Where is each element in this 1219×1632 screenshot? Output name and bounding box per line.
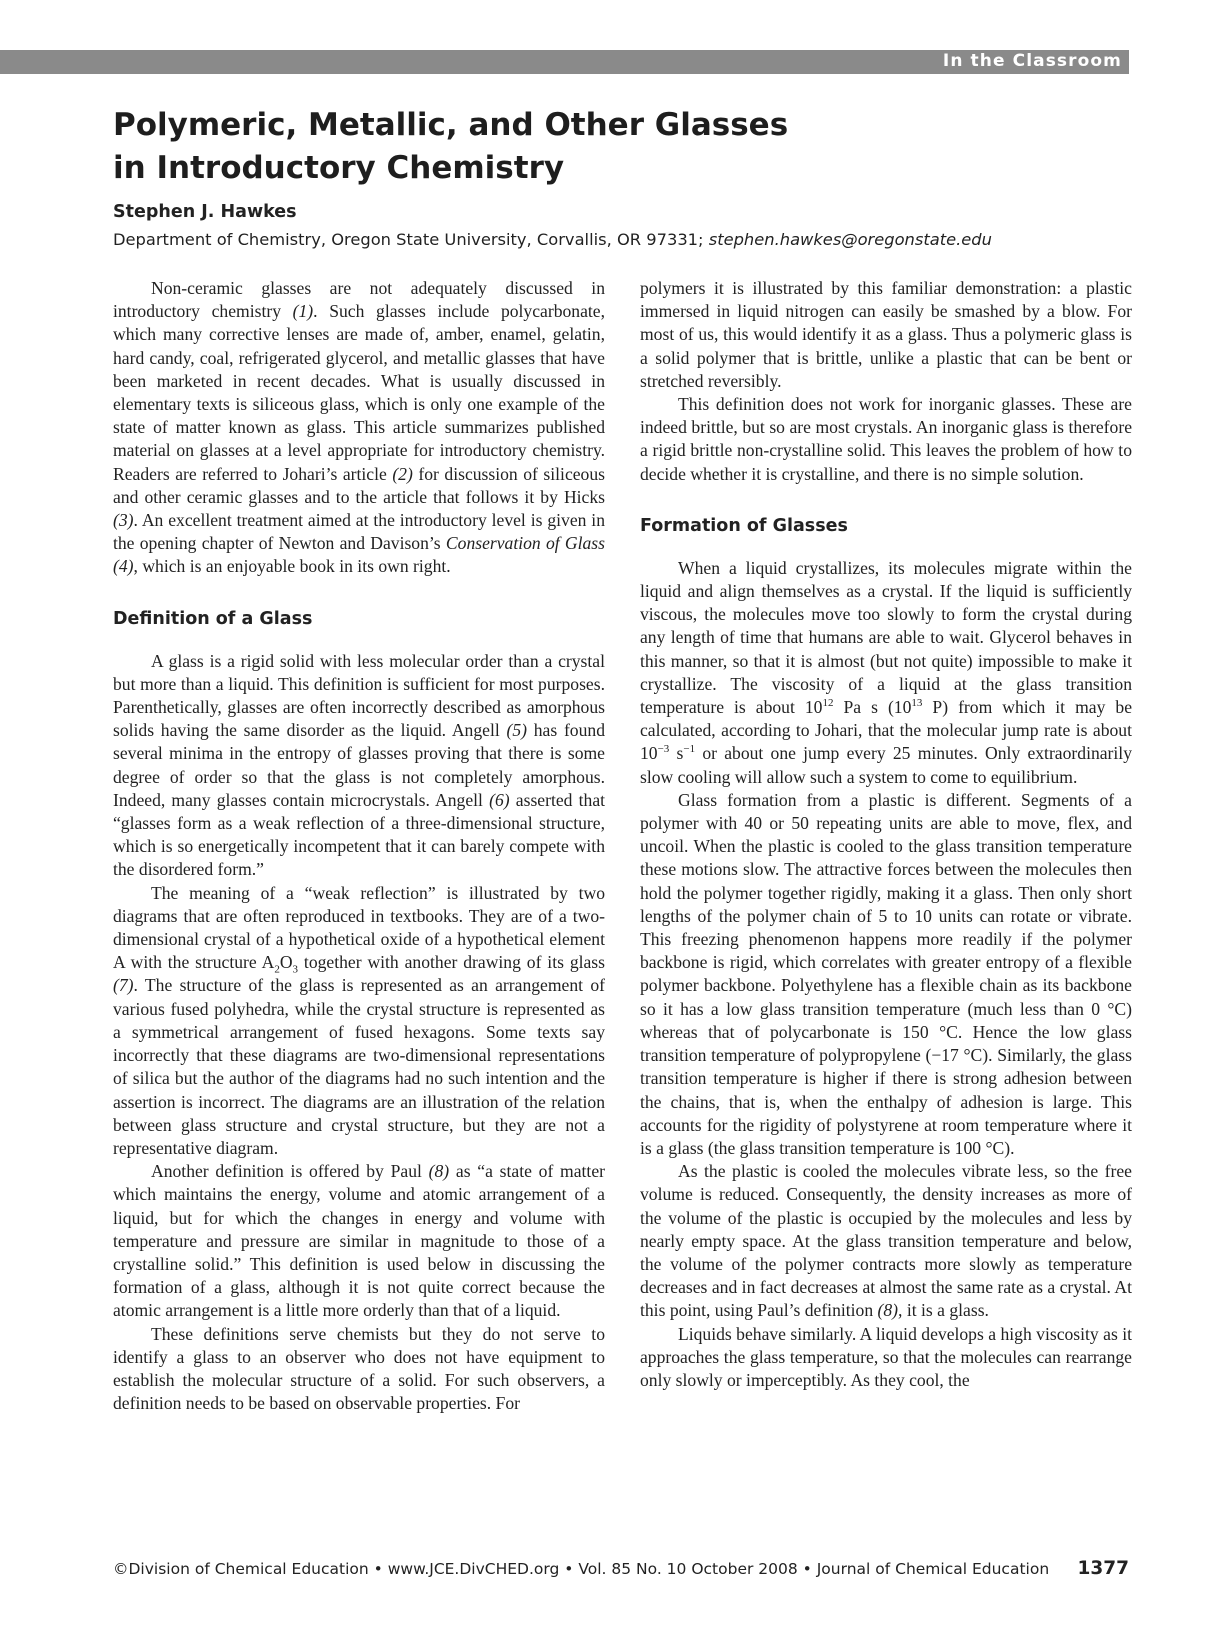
- right-column: [640, 277, 1132, 1392]
- book-title: Conservation of Glass (4): [113, 533, 606, 577]
- left-column: [113, 277, 605, 1415]
- author-name: Stephen J. Hawkes: [113, 202, 297, 222]
- article-title-line1: Polymeric, Metallic, and Other Glasses: [113, 107, 789, 143]
- formation-paragraph-4: Liquids behave similarly. A liquid develops a high viscosity as it approaches the glass temperature, so that the molecules can rearrange only slowly or imperceptibly. As they cool, the: [640, 1323, 1132, 1390]
- definition-paragraph-2: The meaning of a “weak reflection” is illustrated by two diagrams that are often reproduced in textbooks. They are of a two-dimensional crystal of a hypothetical oxide of a hypothetical element A with the structure $A_2O_3$ together with another drawing of its glass (7). The structure of the glass is represented as an arrangement of various fused polyhedra, while the crystal structure is represented as a symmetrical arrangement of fused hexagons. Some texts say incorrectly that these diagrams are two-dimensional representations of silica but the author of the diagrams had no such intention and the assertion is incorrect. The diagrams are an illustration of the relation between glass structure and crystal structure, but they are not a representative diagram.: [113, 882, 606, 1158]
- author-affiliation: [113, 230, 992, 249]
- reference: (2): [392, 463, 413, 484]
- reference: (8): [428, 1161, 450, 1182]
- reference: (1): [292, 301, 314, 322]
- page-number: 1377: [1077, 1558, 1129, 1579]
- intro-paragraph: Non-ceramic glasses are not adequately discussed in introductory chemistry (1). Such glasses include polycarbonate, which many corrective lenses are made of, amber, enamel, gelatin, hard candy, coal, refrigerated glycerol, and metallic glasses that have been marketed in recent decades. What is usually discussed in elementary texts is siliceous glass, which is only one example of the state of matter known as glass. This article summarizes published material on glasses at a level appropriate for introductory chemistry. Readers are referred to Johari’s article (2) for discussion of siliceous and other ceramic glasses and to the article that follows it by Hicks (3). An excellent treatment aimed at the introductory level is given in the opening chapter of Newton and Davison’s Conservation of Glass (4), which is an enjoyable book in its own right.: [113, 278, 606, 577]
- formation-paragraph-2: Glass formation from a plastic is different. Segments of a polymer with 40 or 50 repeating units are able to move, flex, and uncoil. When the plastic is cooled to the glass transition temperature these motions slow. The attractive forces between the molecules then hold the polymer together rigidly, making it a glass. Then only short lengths of the polymer chain of 5 to 10 units can rotate or vibrate. This freezing phenomenon happens more readily if the polymer backbone is rigid, which correlates with greater entropy of a flexible polymer backbone. Polyethylene has a flexible chain as its backbone so it has a low glass transition temperature (much less than 0 °C) whereas that of polycarbonate is 150 °C. Hence the low glass transition temperature of polypropylene (−17 °C). Similarly, the glass transition temperature is higher if there is strong adhesion between the chains, that is, when the enthalpy of adhesion is large. This accounts for the rigidity of polystyrene at room temperature where it is a glass (the glass transition temperature is 100 °C).: [640, 789, 1132, 1158]
- inorganic-paragraph: This definition does not work for inorganic glasses. These are indeed brittle, but so are most crystals. An inorganic glass is therefore a rigid brittle non-crystalline solid. This leaves the problem of how to decide whether it is crystalline, and there is no simple solution.: [640, 394, 1132, 484]
- footer-credit: ©Division of Chemical Education • www.JCE.DivCHED.org • Vol. 85 No. 10 October 2008 • Journal of Chemical Education: [113, 1560, 1050, 1578]
- formation-paragraph-3: As the plastic is cooled the molecules vibrate less, so the free volume is reduced. Consequently, the density increases as more of the volume of the plastic is occupied by the molecules and less by nearly empty space. At the glass transition temperature and below, the volume of the polymer contracts more slowly as temperature decreases and in fact decreases at almost the same rate as a crystal. At this point, using Paul’s definition (8), it is a glass.: [640, 1161, 1132, 1321]
- reference: (5): [506, 720, 527, 741]
- author-email: stephen.hawkes@oregonstate.edu: [708, 230, 992, 249]
- continued-paragraph: polymers it is illustrated by this familiar demonstration: a plastic immersed in liquid nitrogen can easily be smashed by a blow. For most of us, this would identify it as a glass. Thus a polymeric glass is a solid polymer that is brittle, unlike a plastic that can be bent or stretched reversibly.: [640, 278, 1132, 391]
- article-title: [113, 104, 1013, 190]
- reference: (3): [113, 510, 134, 531]
- reference: (8),: [877, 1300, 903, 1321]
- section-label: In the Classroom: [942, 51, 1122, 71]
- heading-definition: Definition of a Glass: [113, 608, 313, 629]
- affiliation-text: Department of Chemistry, Oregon State University, Corvallis, OR 97331;: [113, 230, 709, 249]
- section-header-bar: [0, 50, 1129, 74]
- reference: (6): [489, 789, 510, 810]
- definition-paragraph-4: These definitions serve chemists but they do not serve to identify a glass to an observer who does not have equipment to establish the molecular structure of a solid. For such observers, a definition needs to be based on observable properties. For: [113, 1323, 605, 1414]
- formation-paragraph-1: When a liquid crystallizes, its molecules migrate within the liquid and align themselves as a crystal. If the liquid is sufficiently viscous, the molecules move too slowly to form the crystal during any length of time that humans are able to wait. Glycerol behaves in this manner, so that it is almost (but not quite) impossible to make it crystallize. The viscosity of a liquid at the glass transition temperature is about $10^{12}$ Pa s ($10^{13}$ P) from which it may be calculated, according to Johari, that the molecular jump rate is about $10^{-3}$ $s^{-1}$ or about one jump every 25 minutes. Only extraordinarily slow cooling will allow such a system to come to equilibrium.: [640, 557, 1132, 787]
- definition-paragraph-1: A glass is a rigid solid with less molecular order than a crystal but more than a liquid. This definition is sufficient for most purposes. Parenthetically, glasses are often incorrectly described as amorphous solids having the same disorder as the liquid. Angell (5) has found several minima in the entropy of glasses proving that there is some degree of order so that the glass is not completely amorphous. Indeed, many glasses contain microcrystals. Angell (6) asserted that “glasses form as a weak reflection of a three-dimensional structure, which is so energetically incompetent that it can barely compete with the disordered form.”: [113, 650, 606, 880]
- article-title-line2: in Introductory Chemistry: [113, 150, 565, 186]
- heading-formation: Formation of Glasses: [640, 515, 848, 536]
- definition-paragraph-3: Another definition is offered by Paul (8) as “a state of matter which maintains the energy, volume and atomic arrangement of a liquid, but for which the changes in energy and volume with temperature and pressure are similar in magnitude to those of a crystalline solid.” This definition is used below in discussing the formation of a glass, although it is not quite correct because the atomic arrangement is a little more orderly than that of a liquid.: [113, 1161, 605, 1321]
- reference: (7): [113, 975, 134, 996]
